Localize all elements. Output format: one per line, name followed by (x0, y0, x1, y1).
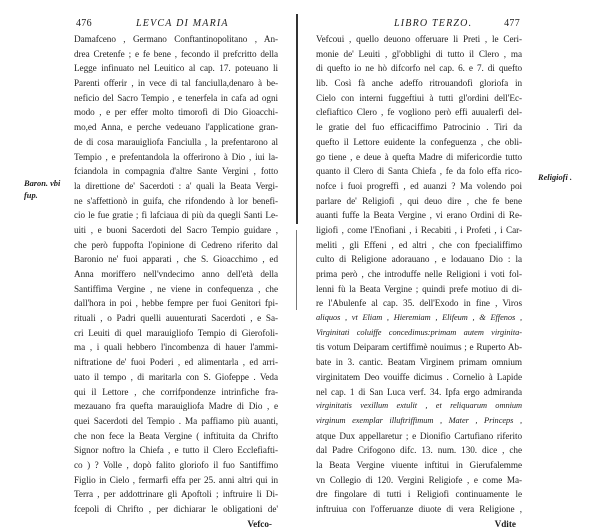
text-line: niftratione de' fuoi Poderi , ed alimentarla , ed arri- (74, 357, 278, 368)
text-line: nofce i fuoi progreffi , ed auanzi ? Ma volendo poi (316, 180, 522, 191)
running-title: LEVCA DI MARIA (136, 18, 229, 29)
text-line: Damafceno , Germano Conftantinopolitano , An- (74, 34, 278, 44)
margin-note-line: Baron. vbi (24, 179, 61, 188)
text-line: bate in 3. cantic. Beatam Virginem primam omnium (316, 357, 522, 368)
text-line: lib. Così fà anche adeffo ritrouandofi gloriofa in (316, 78, 522, 89)
text-line: fcepoli di Chrifto , per dichiarar le obligationi de' (74, 504, 278, 514)
text-line: mo,ed Anna, e perche vedeuano l'applicatione gran- (74, 122, 278, 133)
text-line: prima però , che introduffe nelle Religioni i voti fol- (316, 269, 522, 279)
text-line: culto di Religione adorauano , e lodauano Dio : la (316, 254, 522, 265)
text-line: dall'hora in poi , hebbe fempre per fuoi Genitori fpi- (74, 298, 278, 309)
text-line: go tiene , e deue à quefta Madre di mifericordie tutto (316, 151, 522, 162)
margin-note-right (538, 172, 572, 184)
text-line: la Beata Vergine viuente inftitui in Gierufalemme (316, 459, 522, 470)
running-title: LIBRO TERZO. (394, 18, 473, 29)
text-line: dre fingolare di tutti i Religiofi continuamente le (316, 489, 522, 500)
text-line: la direttione de' Sacerdoti : a' quali la Beata Vergi- (74, 180, 278, 191)
text-line: co ) ? Volle , dopò falito gloriofo il fuo Santiffimo (74, 459, 278, 470)
text-line: uato il tempo , di maritarla con S. Giofeppe . Veda (74, 371, 278, 382)
text-line: che però fuppofta l'opinione di Cedreno riferito dal (74, 239, 278, 250)
text-line: neficio del Sacro Tempio , e tenerfela in cafa ad ogni (74, 92, 278, 103)
text-line: virginitatem Deo vouiffe dicimus . Cornelio à Lapide (316, 371, 522, 382)
right-page-body (316, 32, 522, 517)
text-line: fciandola in compagnia d'altre Sante Vergini , fotto (74, 166, 278, 177)
catchword: Vefco- (247, 518, 272, 529)
text-line: le gratie del fuo efficaciffimo Patrocinio . Tiri da (316, 122, 522, 133)
text-line: nel cap. 1 di San Luca verf. 34. Ipfa ergo admiranda (316, 386, 522, 397)
text-line: Legge infinuato nel Leuitico al cap. 17. poteuano li (74, 63, 278, 74)
left-page-header (74, 18, 278, 32)
text-line: tis votum Deiparam certiffimè nouimus ; e Ruperto Ab- (316, 342, 522, 353)
text-line: Vefcoui , quello deuono offeruare li Preti , le Ceri- (316, 34, 522, 44)
text-line: ne s'affettionò in guifa, che rifondendo à lor benefi- (74, 195, 278, 206)
text-line: di quefto io ne hò difcorfo nel cap. 6. e 7. di quefto (316, 63, 522, 74)
text-line: virginum exemplar illuftriffimum , Mater , Princeps , (316, 415, 522, 425)
text-line: Santiffima Vergine , ne viene in confequenza , che (74, 283, 278, 294)
text-line: lenni fù la Beata Vergine ; quindi prefe motiuo di di- (316, 283, 522, 294)
text-line: vn Collegio di 120. Vergini Religiofe , e come Ma- (316, 474, 522, 485)
text-line: qui il Lettore , che corrifpondenze intrinfiche fra- (74, 386, 278, 397)
page-number: 476 (76, 18, 92, 29)
text-line: quei Sacerdoti del Tempio . Ma paffiamo più auanti, (74, 415, 278, 426)
text-line: drea Cretenfe ; e fe bene , fecondo il prefcritto della (74, 48, 278, 59)
left-page (74, 0, 278, 531)
text-line: Baronio ne' fuoi apparati , che S. Gioacchimo , ed (74, 254, 278, 265)
text-line: rituali , o Padri quelli auuenturati Sacerdoti , e Sa- (74, 313, 278, 324)
gutter-rule (296, 14, 298, 224)
text-line: ligiofi , come l'Enofiani , i Recabiti , i Profeti , i Car- (316, 224, 522, 235)
text-line: uiti , e buoni Sacerdoti del Sacro Tempio guidare , (74, 224, 278, 235)
margin-note-line: fup. (24, 191, 38, 200)
text-line: Signor noftro la Chiefa , e tutto il Clero Ecclefiafti- (74, 445, 278, 456)
left-page-body (74, 32, 278, 517)
text-line: quefto il Lettore euidente la confeguenza , che obli- (316, 136, 522, 147)
text-line: atque Dux appellaretur ; e Dionifio Cartufiano riferito (316, 430, 522, 441)
right-page-header (316, 18, 522, 32)
text-line: che non fece la Beata Vergine ( inftituita da Chrifto (74, 430, 278, 441)
text-line: quanto il Clero di Santa Chiefa , fe da folo effa rico- (316, 166, 522, 177)
text-line: auanti fuffe la Beata Vergine , vi erano Ordini di Re- (316, 210, 522, 221)
text-line: ma , i quali hebbero l'incombenza di hauer l'ammi- (74, 342, 278, 353)
right-page (316, 0, 522, 531)
text-line: Virginitati coluiffe concedimus:primam autem virginita- (316, 327, 522, 337)
text-line: virginitatis vexillum extulit , et reliquarum omnium (316, 401, 522, 411)
text-line: cio le fue gratie ; fi lafciaua di più da quegli Santi Le- (74, 210, 278, 221)
catchword: Vdite (494, 518, 516, 529)
page-number: 477 (504, 18, 520, 29)
text-line: dal Padre Crifogono difc. 13. num. 130. dice , che (316, 445, 522, 456)
text-line: Cielo con interni fuggeftiui à tutti gl'ordini dell'Ec- (316, 92, 522, 103)
text-line: re l'Abulenfe al cap. 35. dell'Exodo in fine , Viros (316, 298, 522, 309)
text-line: Anna moriffero nell'vndecimo anno dell'età della (74, 269, 278, 279)
text-line: de di cosa marauigliofa Fanciulla , la prefentarono al (74, 136, 278, 147)
text-line: Parenti offerir , in vece di tal fanciulla,denaro à be- (74, 78, 278, 89)
text-line: Terra , per addottrinare gli Apoftoli ; inftruire li Di- (74, 489, 278, 500)
gutter-rule-lower (296, 230, 297, 310)
text-line: cri Leuiti di quel marauigliofo Tempio di Gierofoli- (74, 327, 278, 338)
text-line: Figlio in Cielo , fermarfi effa per 25. anni altri qui in (74, 474, 278, 485)
text-line: parlare de' Religiofi , qui deuo dire , che fe bene (316, 195, 522, 206)
text-line: meliti , gli Effeni , ed altri , che con fpecialiffimo (316, 239, 522, 250)
text-line: aliquos , vt Eliam , Hieremiam , Elifeum , & Effenos , (316, 313, 522, 323)
text-line: modo , e per effer molto timorofi di Dio Gioacchi- (74, 107, 278, 118)
text-line: clefiaftico Clero , fe vogliono però effi auualerfi del- (316, 107, 522, 118)
margin-note-left (24, 178, 60, 202)
text-line: mezauano fra quefta marauigliofa Madre di Dio , e (74, 401, 278, 412)
text-line: inftruiua con l'offeruanze diuote di vera Religione , (316, 504, 522, 514)
text-line: Tempio , e prefentandola la offerirono à Dio , iui la- (74, 151, 278, 162)
text-line: monie de' Leuiti , gl'obblighi di tutto il Clero , ma (316, 48, 522, 59)
margin-note-line: Religiofi . (538, 173, 572, 182)
